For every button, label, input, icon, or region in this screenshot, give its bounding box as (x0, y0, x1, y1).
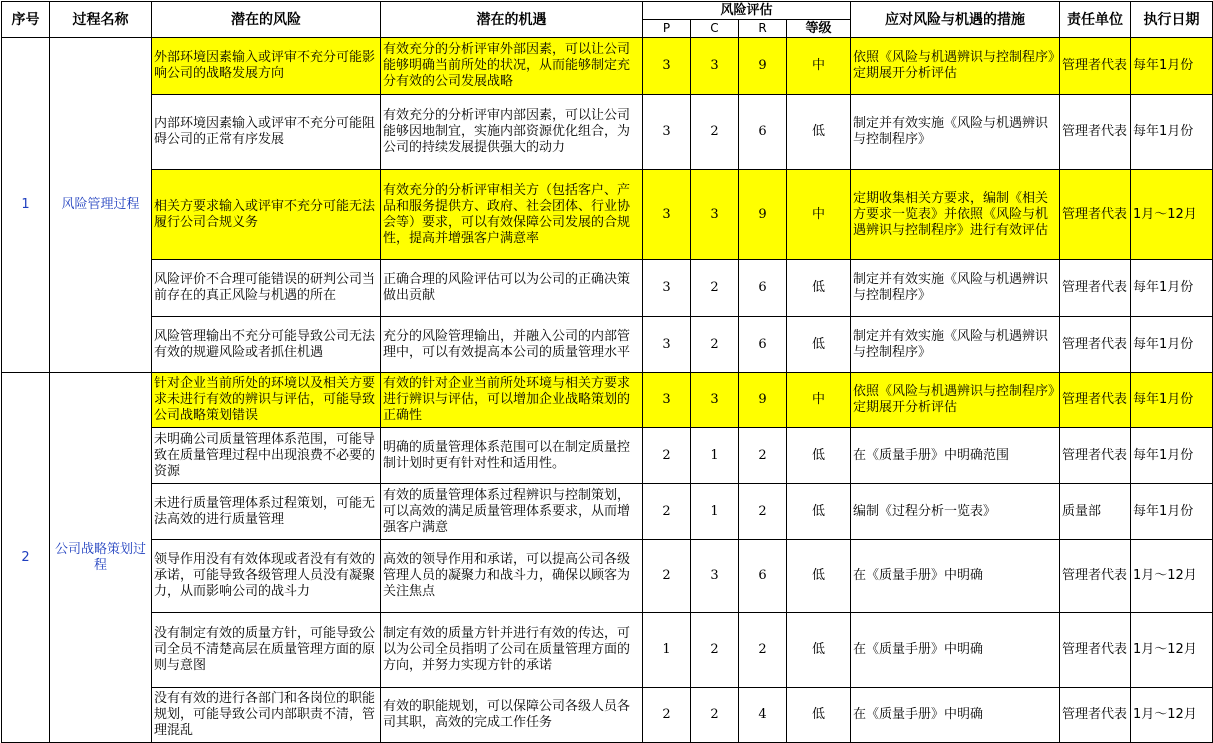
measures-cell: 制定并有效实施《风险与机遇辨识与控制程序》 (851, 95, 1060, 170)
measures-cell: 编制《过程分析一览表》 (851, 484, 1060, 540)
r-value-cell: 6 (739, 540, 787, 613)
date-cell: 1月～12月 (1131, 688, 1213, 743)
c-value-cell: 3 (691, 38, 739, 95)
c-value-cell: 3 (691, 540, 739, 613)
table-row (2, 373, 1213, 428)
owner-cell: 管理者代表 (1060, 688, 1131, 743)
measures-cell: 依照《风险与机遇辨识与控制程序》定期展开分析评估 (851, 373, 1060, 428)
risk-cell: 没有有效的进行各部门和各岗位的职能规划，可能导致公司内部职责不清，管理混乱 (152, 688, 381, 743)
r-value-cell: 6 (739, 95, 787, 170)
table-row (2, 260, 1213, 317)
header-level: 等级 (787, 20, 851, 38)
risk-cell: 未进行质量管理体系过程策划，可能无法高效的进行质量管理 (152, 484, 381, 540)
risk-cell: 内部环境因素输入或评审不充分可能阻碍公司的正常有序发展 (152, 95, 381, 170)
table-row (2, 38, 1213, 95)
opportunity-cell: 有效的质量管理体系过程辨识与控制策划，可以高效的满足质量管理体系要求，从而增强客户满意 (381, 484, 643, 540)
measures-cell: 在《质量手册》中明确范围 (851, 428, 1060, 484)
owner-cell: 管理者代表 (1060, 613, 1131, 688)
owner-cell: 管理者代表 (1060, 95, 1131, 170)
date-cell: 每年1月份 (1131, 373, 1213, 428)
p-value-cell: 3 (643, 260, 691, 317)
c-value-cell: 3 (691, 170, 739, 260)
measures-cell: 依照《风险与机遇辨识与控制程序》定期展开分析评估 (851, 38, 1060, 95)
level-cell: 低 (787, 428, 851, 484)
r-value-cell: 2 (739, 613, 787, 688)
table-row (2, 428, 1213, 484)
p-value-cell: 2 (643, 688, 691, 743)
header-risk: 潜在的风险 (152, 2, 381, 38)
risk-cell: 领导作用没有有效体现或者没有有效的承诺，可能导致各级管理人员没有凝聚力，从而影响公司的战斗力 (152, 540, 381, 613)
p-value-cell: 2 (643, 428, 691, 484)
c-value-cell: 2 (691, 317, 739, 373)
header-opportunity: 潜在的机遇 (381, 2, 643, 38)
risk-cell: 没有制定有效的质量方针，可能导致公司全员不清楚高层在质量管理方面的原则与意图 (152, 613, 381, 688)
opportunity-cell: 正确合理的风险评估可以为公司的正确决策做出贡献 (381, 260, 643, 317)
owner-cell: 管理者代表 (1060, 317, 1131, 373)
table-body (2, 38, 1213, 743)
p-value-cell: 2 (643, 540, 691, 613)
c-value-cell: 1 (691, 428, 739, 484)
level-cell: 低 (787, 260, 851, 317)
measures-cell: 制定并有效实施《风险与机遇辨识与控制程序》 (851, 317, 1060, 373)
process-name-cell: 风险管理过程 (50, 38, 152, 373)
r-value-cell: 6 (739, 260, 787, 317)
opportunity-cell: 有效充分的分析评审外部因素，可以让公司能够明确当前所处的状况，从而能够制定充分有效的公司发展战略 (381, 38, 643, 95)
date-cell: 1月～12月 (1131, 540, 1213, 613)
table-row (2, 484, 1213, 540)
level-cell: 低 (787, 613, 851, 688)
risk-cell: 风险管理输出不充分可能导致公司无法有效的规避风险或者抓住机遇 (152, 317, 381, 373)
header-owner: 责任单位 (1060, 2, 1131, 38)
table-row (2, 170, 1213, 260)
opportunity-cell: 充分的风险管理输出，并融入公司的内部管理中，可以有效提高本公司的质量管理水平 (381, 317, 643, 373)
date-cell: 1月～12月 (1131, 613, 1213, 688)
c-value-cell: 2 (691, 688, 739, 743)
p-value-cell: 3 (643, 317, 691, 373)
process-name-cell: 公司战略策划过程 (50, 373, 152, 743)
level-cell: 低 (787, 540, 851, 613)
r-value-cell: 9 (739, 170, 787, 260)
date-cell: 每年1月份 (1131, 428, 1213, 484)
risk-cell: 针对企业当前所处的环境以及相关方要求未进行有效的辨识与评估，可能导致公司战略策划错误 (152, 373, 381, 428)
r-value-cell: 2 (739, 484, 787, 540)
opportunity-cell: 高效的领导作用和承诺，可以提高公司各级管理人员的凝聚力和战斗力，确保以顾客为关注焦点 (381, 540, 643, 613)
c-value-cell: 2 (691, 260, 739, 317)
level-cell: 低 (787, 317, 851, 373)
header-measures: 应对风险与机遇的措施 (851, 2, 1060, 38)
opportunity-cell: 有效的针对企业当前所处环境与相关方要求进行辨识与评估，可以增加企业战略策划的正确性 (381, 373, 643, 428)
owner-cell: 管理者代表 (1060, 38, 1131, 95)
header-date: 执行日期 (1131, 2, 1213, 38)
risk-opportunity-table (1, 1, 1213, 743)
opportunity-cell: 制定有效的质量方针并进行有效的传达，可以为公司全员指明了公司在质量管理方面的方向，并努力实现方针的承诺 (381, 613, 643, 688)
owner-cell: 管理者代表 (1060, 170, 1131, 260)
risk-cell: 外部环境因素输入或评审不充分可能影响公司的战略发展方向 (152, 38, 381, 95)
header-r: R (739, 20, 787, 38)
measures-cell: 在《质量手册》中明确 (851, 540, 1060, 613)
date-cell: 每年1月份 (1131, 95, 1213, 170)
r-value-cell: 6 (739, 317, 787, 373)
level-cell: 低 (787, 688, 851, 743)
p-value-cell: 3 (643, 373, 691, 428)
c-value-cell: 1 (691, 484, 739, 540)
level-cell: 低 (787, 484, 851, 540)
seq-cell: 1 (2, 38, 50, 373)
c-value-cell: 2 (691, 95, 739, 170)
r-value-cell: 2 (739, 428, 787, 484)
c-value-cell: 2 (691, 613, 739, 688)
level-cell: 低 (787, 95, 851, 170)
table-row (2, 95, 1213, 170)
header-p: P (643, 20, 691, 38)
opportunity-cell: 明确的质量管理体系范围可以在制定质量控制计划时更有针对性和适用性。 (381, 428, 643, 484)
date-cell: 每年1月份 (1131, 317, 1213, 373)
owner-cell: 管理者代表 (1060, 260, 1131, 317)
owner-cell: 管理者代表 (1060, 428, 1131, 484)
header-c: C (691, 20, 739, 38)
opportunity-cell: 有效充分的分析评审相关方（包括客户、产品和服务提供方、政府、社会团体、行业协会等）要求，可以有效保障公司发展的合规性，提高并增强客户满意率 (381, 170, 643, 260)
table-row (2, 540, 1213, 613)
measures-cell: 制定并有效实施《风险与机遇辨识与控制程序》 (851, 260, 1060, 317)
c-value-cell: 3 (691, 373, 739, 428)
p-value-cell: 3 (643, 95, 691, 170)
p-value-cell: 1 (643, 613, 691, 688)
opportunity-cell: 有效的职能规划，可以保障公司各级人员各司其职，高效的完成工作任务 (381, 688, 643, 743)
header-assessment: 风险评估 (643, 2, 851, 20)
date-cell: 每年1月份 (1131, 38, 1213, 95)
header-process: 过程名称 (50, 2, 152, 38)
risk-cell: 风险评价不合理可能错误的研判公司当前存在的真正风险与机遇的所在 (152, 260, 381, 317)
level-cell: 中 (787, 170, 851, 260)
measures-cell: 在《质量手册》中明确 (851, 688, 1060, 743)
owner-cell: 管理者代表 (1060, 540, 1131, 613)
date-cell: 1月～12月 (1131, 170, 1213, 260)
p-value-cell: 3 (643, 170, 691, 260)
r-value-cell: 9 (739, 373, 787, 428)
p-value-cell: 2 (643, 484, 691, 540)
risk-cell: 未明确公司质量管理体系范围，可能导致在质量管理过程中出现浪费不必要的资源 (152, 428, 381, 484)
header-seq: 序号 (2, 2, 50, 38)
measures-cell: 在《质量手册》中明确 (851, 613, 1060, 688)
level-cell: 中 (787, 373, 851, 428)
owner-cell: 管理者代表 (1060, 373, 1131, 428)
owner-cell: 质量部 (1060, 484, 1131, 540)
table-row (2, 688, 1213, 743)
opportunity-cell: 有效充分的分析评审内部因素，可以让公司能够因地制宜，实施内部资源优化组合，为公司的持续发展提供强大的动力 (381, 95, 643, 170)
table-row (2, 317, 1213, 373)
date-cell: 每年1月份 (1131, 484, 1213, 540)
seq-cell: 2 (2, 373, 50, 743)
p-value-cell: 3 (643, 38, 691, 95)
table-row (2, 613, 1213, 688)
r-value-cell: 9 (739, 38, 787, 95)
level-cell: 中 (787, 38, 851, 95)
measures-cell: 定期收集相关方要求，编制《相关方要求一览表》并依照《风险与机遇辨识与控制程序》进行有效评估 (851, 170, 1060, 260)
date-cell: 每年1月份 (1131, 260, 1213, 317)
risk-cell: 相关方要求输入或评审不充分可能无法履行公司合规义务 (152, 170, 381, 260)
r-value-cell: 4 (739, 688, 787, 743)
